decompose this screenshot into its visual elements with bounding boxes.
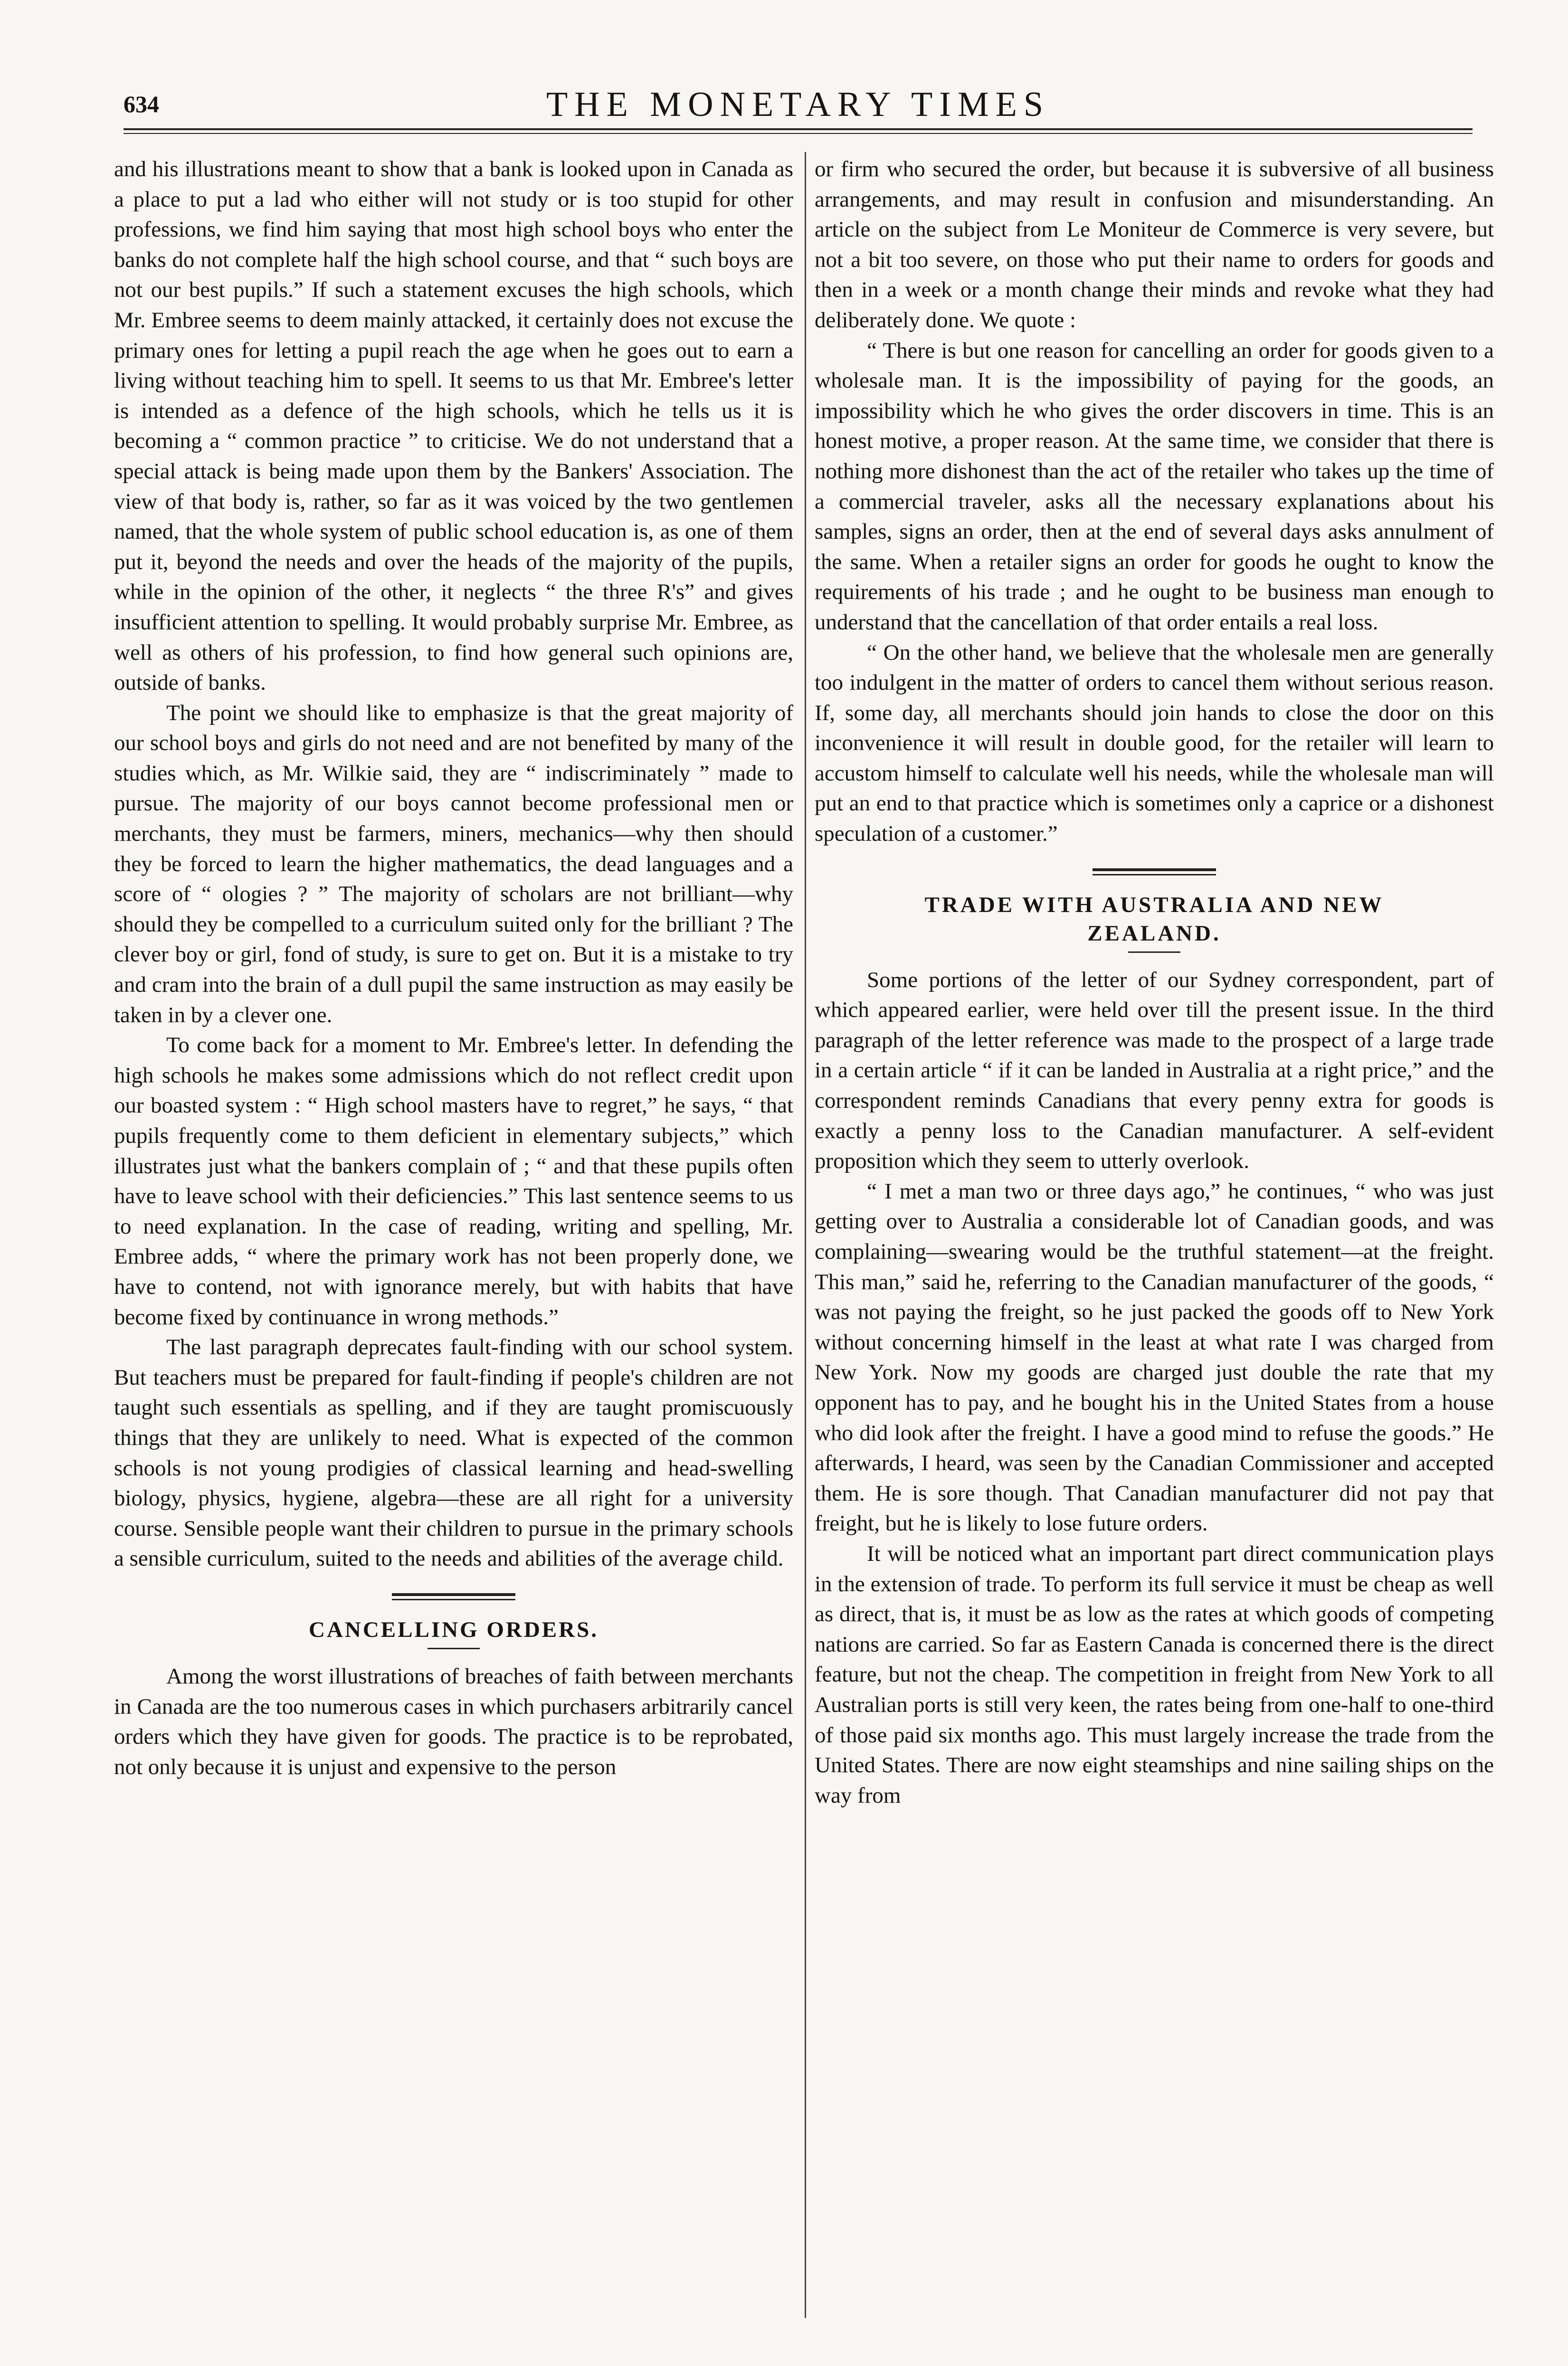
header-rule [124, 128, 1473, 130]
paragraph: “ On the other hand, we believe that the wholesale men are generally too indulgent in the matter of orders to cancel them without serious reason. If, some day, all merchants should join hands to close the door on this inconvenience it will result in double good, for the retailer will learn to accustom himself to calculate well his needs, while the wholesale man will put an end to that practice which is sometimes only a caprice or a dishonest speculation of a customer.” [815, 640, 1494, 846]
section-separator [1093, 868, 1216, 875]
paragraph: To come back for a moment to Mr. Embree's letter. In defending the high schools he makes some admissions which do not reflect credit upon our boasted system : “ High school masters have to regret,” he says, “ that pupils frequently come to them deficient in elementary subjects,” which illustrates just what the bankers complain of ; “ and that these pupils often have to leave school with their deficiencies.” This last sentence seems to us to need explanation. In the case of reading, writing and spelling, Mr. Embree adds, “ where the primary work has not been properly done, we have to contend, not with ignorance merely, but with habits that have become fixed by continuance in wrong methods.” [114, 1033, 793, 1330]
paragraph: “ I met a man two or three days ago,” he continues, “ who was just getting over to Australia a considerable lot of Canadian goods, and was complaining—swearing would be the truthful statement—at the freight. This man,” said he, referring to the Canadian manufacturer of the goods, “ was not paying the freight, so he just packed the goods off to New York without concerning himself in the least at what rate I was charged from New York. Now my goods are charged just double the rate that my opponent has to pay, and he bought his in the United States from a house who did look after the freight. I have a good mind to refuse the goods.” He afterwards, I heard, was seen by the Canadian Commissioner and accepted them. He is sore though. That Canadian manufacturer did not pay that freight, but he is likely to lose future orders. [815, 1178, 1494, 1536]
section-heading-cancelling-orders: CANCELLING ORDERS. [309, 1617, 599, 1642]
paragraph: It will be noticed what an important part direct communication plays in the extension of trade. To perform its full service it must be cheap as well as direct, that is, it must be as low as the rates at which goods of competing nations are carried. So far as Eastern Canada is concerned there is the direct feature, but not the cheap. The competition in freight from New York to all Australian ports is still very keen, the rates being from one-half to one-third of those paid six months ago. This must largely increase the trade from the United States. There are now eight steamships and nine sailing ships on the way from [815, 1541, 1494, 1808]
header-rule-thin [124, 133, 1473, 134]
paragraph: Some portions of the letter of our Sydney correspondent, part of which appeared earlier, were held over till the present issue. In the third paragraph of the letter reference was made to the prospect of a large trade in a certain article “ if it can be landed in Australia at a right price,” and the correspondent reminds Canadians that every penny extra for goods is exactly a penny loss to the Canadian manufacturer. A self-evident proposition which they seem to utterly overlook. [815, 967, 1494, 1174]
paragraph: or firm who secured the order, but because it is subversive of all business arrangements, and may result in confusion and misunderstanding. An article on the subject from Le Moniteur de Commerce is very severe, but not a bit too severe, on those who put their name to orders for goods and then in a week or a month change their minds and revoke what they had deliberately done. We quote : [815, 157, 1494, 333]
section-heading-line: TRADE WITH AUSTRALIA AND NEW [924, 892, 1384, 917]
heading-underline [1128, 951, 1180, 953]
column-divider [805, 152, 806, 2318]
paragraph: “ There is but one reason for cancelling an order for goods given to a wholesale man. It is the impossibility of paying for the goods, an impossibility which he who gives the order discovers in time. This is an honest motive, a proper reason. At the same time, we consider that there is nothing more dishonest than the act of the retailer who takes up the time of a commercial traveler, asks all the necessary explanations about his samples, signs an order, then at the end of several days asks annulment of the same. When a retailer signs an order for goods he ought to know the requirements of his trade ; and he ought to be business man enough to understand that the cancellation of that order entails a real loss. [815, 338, 1494, 635]
right-column [815, 154, 1494, 2320]
paragraph: and his illustrations meant to show that a bank is looked upon in Canada as a place to put a lad who either will not study or is too stupid for other professions, we find him saying that most high school boys who enter the banks do not complete half the high school course, and that “ such boys are not our best pupils.” If such a statement excuses the high schools, which Mr. Embree seems to deem mainly attacked, it certainly does not excuse the primary ones for letting a pupil reach the age when he goes out to earn a living without teaching him to spell. It seems to us that Mr. Embree's letter is intended as a defence of the high schools, which he tells us it is becoming a “ common practice ” to criticise. We do not understand that a special attack is being made upon them by the Bankers' Association. The view of that body is, rather, so far as it was voiced by the two gentlemen named, that the whole system of public school education is, as one of them put it, beyond the needs and over the heads of the majority of the pupils, while in the opinion of the other, it neglects “ the three R's” and gives insufficient attention to spelling. It would probably surprise Mr. Embree, as well as others of his profession, to find how general such opinions are, outside of banks. [114, 157, 793, 695]
section-heading-line: ZEALAND. [1087, 921, 1221, 946]
heading-underline [428, 1648, 480, 1649]
paragraph: The last paragraph deprecates fault-finding with our school system. But teachers must be prepared for fault-finding if people's children are not taught such essentials as spelling, and if they are taught promiscuously things that they are unlikely to need. What is expected of the common schools is not young prodigies of classical learning and head-swelling biology, physics, hygiene, algebra—these are all right for a university course. Sensible people want their children to pursue in the primary schools a sensible curriculum, suited to the needs and abilities of the average child. [114, 1335, 793, 1571]
paragraph: The point we should like to emphasize is that the great majority of our school boys and girls do not need and are not benefited by many of the studies which, as Mr. Wilkie said, they are “ indiscriminately ” made to pursue. The majority of our boys cannot become professional men or merchants, they must be farmers, miners, mechanics—why then should they be forced to learn the higher mathematics, the dead languages and a score of “ ologies ? ” The majority of scholars are not brilliant—why should they be compelled to a curriculum suited only for the brilliant ? The clever boy or girl, fond of study, is sure to get on. But it is a mistake to try and cram into the brain of a dull pupil the same instruction as may easily be taken in by a clever one. [114, 700, 793, 1027]
section-separator [392, 1593, 515, 1600]
section-heading-trade-australia [815, 891, 1494, 948]
left-column [114, 154, 793, 2320]
journal-title: THE MONETARY TIMES [546, 85, 1050, 124]
paragraph: Among the worst illustrations of breaches of faith between merchants in Canada are the too numerous cases in which purchasers arbitrarily cancel orders which they have given for goods. The practice is to be reprobated, not only because it is unjust and expensive to the person [114, 1663, 793, 1779]
page-header [124, 81, 1473, 133]
page-number: 634 [124, 91, 159, 117]
